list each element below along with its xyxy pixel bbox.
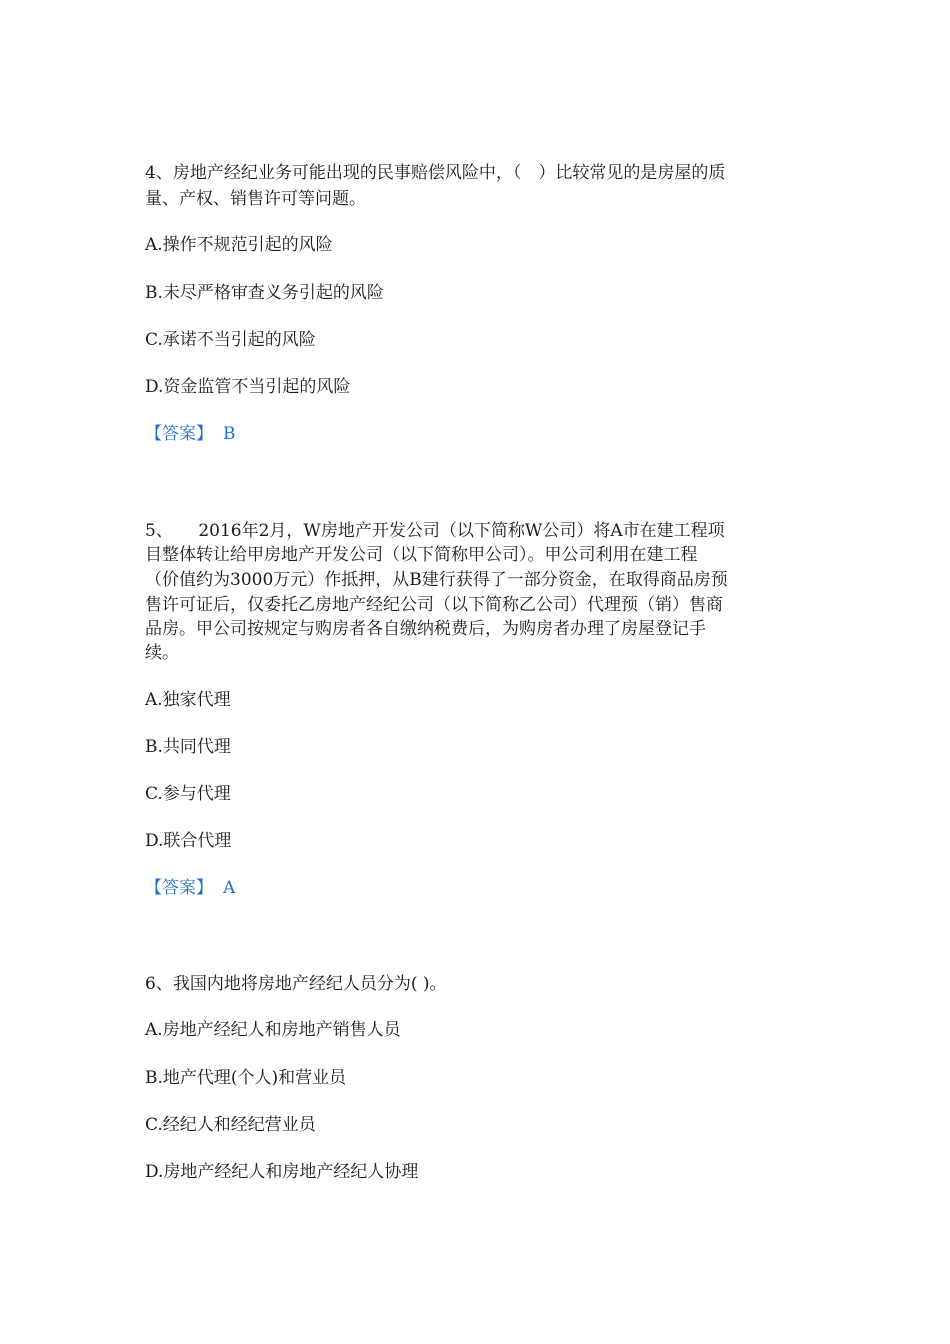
answer-label: 【答案】	[145, 424, 213, 444]
question-6-option-b: B.地产代理(个人)和营业员	[145, 1068, 347, 1088]
answer-label: 【答案】	[145, 878, 213, 898]
question-4-option-a: A.操作不规范引起的风险	[145, 235, 333, 255]
question-6-option-a: A.房地产经纪人和房地产销售人员	[145, 1020, 401, 1040]
question-6-option-d: D.房地产经纪人和房地产经纪人协理	[145, 1162, 419, 1182]
question-5-option-d: D.联合代理	[145, 831, 232, 851]
question-5-stem-line-5: 品房。甲公司按规定与购房者各自缴纳税费后，为购房者办理了房屋登记手	[145, 619, 706, 639]
answer-value: A	[223, 878, 236, 898]
question-4-answer	[145, 422, 236, 446]
question-5-stem-line-1: 5、 2016年2月，W房地产开发公司（以下简称W公司）将A市在建工程项	[145, 521, 725, 541]
question-6-option-c: C.经纪人和经纪营业员	[145, 1115, 316, 1135]
answer-value: B	[223, 424, 236, 444]
question-5-stem-line-2: 目整体转让给甲房地产开发公司（以下简称甲公司）。甲公司利用在建工程	[145, 545, 698, 565]
question-6-stem-line-1: 6、我国内地将房地产经纪人员分为( )。	[145, 974, 447, 994]
question-5-stem-line-4: 售许可证后，仅委托乙房地产经纪公司（以下简称乙公司）代理预（销）售商	[145, 595, 723, 615]
question-4-stem-line-1: 4、房地产经纪业务可能出现的民事赔偿风险中，（ ）比较常见的是房屋的质	[145, 163, 726, 183]
question-5-option-b: B.共同代理	[145, 737, 231, 757]
question-4-option-b: B.未尽严格审查义务引起的风险	[145, 283, 384, 303]
question-5-stem-line-6: 续。	[145, 643, 179, 663]
question-5-option-a: A.独家代理	[145, 690, 231, 710]
question-4-stem-line-2: 量、产权、销售许可等问题。	[145, 189, 366, 209]
question-5-option-c: C.参与代理	[145, 784, 231, 804]
question-5-stem-line-3: （价值约为3000万元）作抵押，从B建行获得了一部分资金，在取得商品房预	[145, 570, 728, 590]
question-4-option-c: C.承诺不当引起的风险	[145, 330, 316, 350]
question-4-option-d: D.资金监管不当引起的风险	[145, 377, 351, 397]
question-5-answer	[145, 876, 235, 900]
